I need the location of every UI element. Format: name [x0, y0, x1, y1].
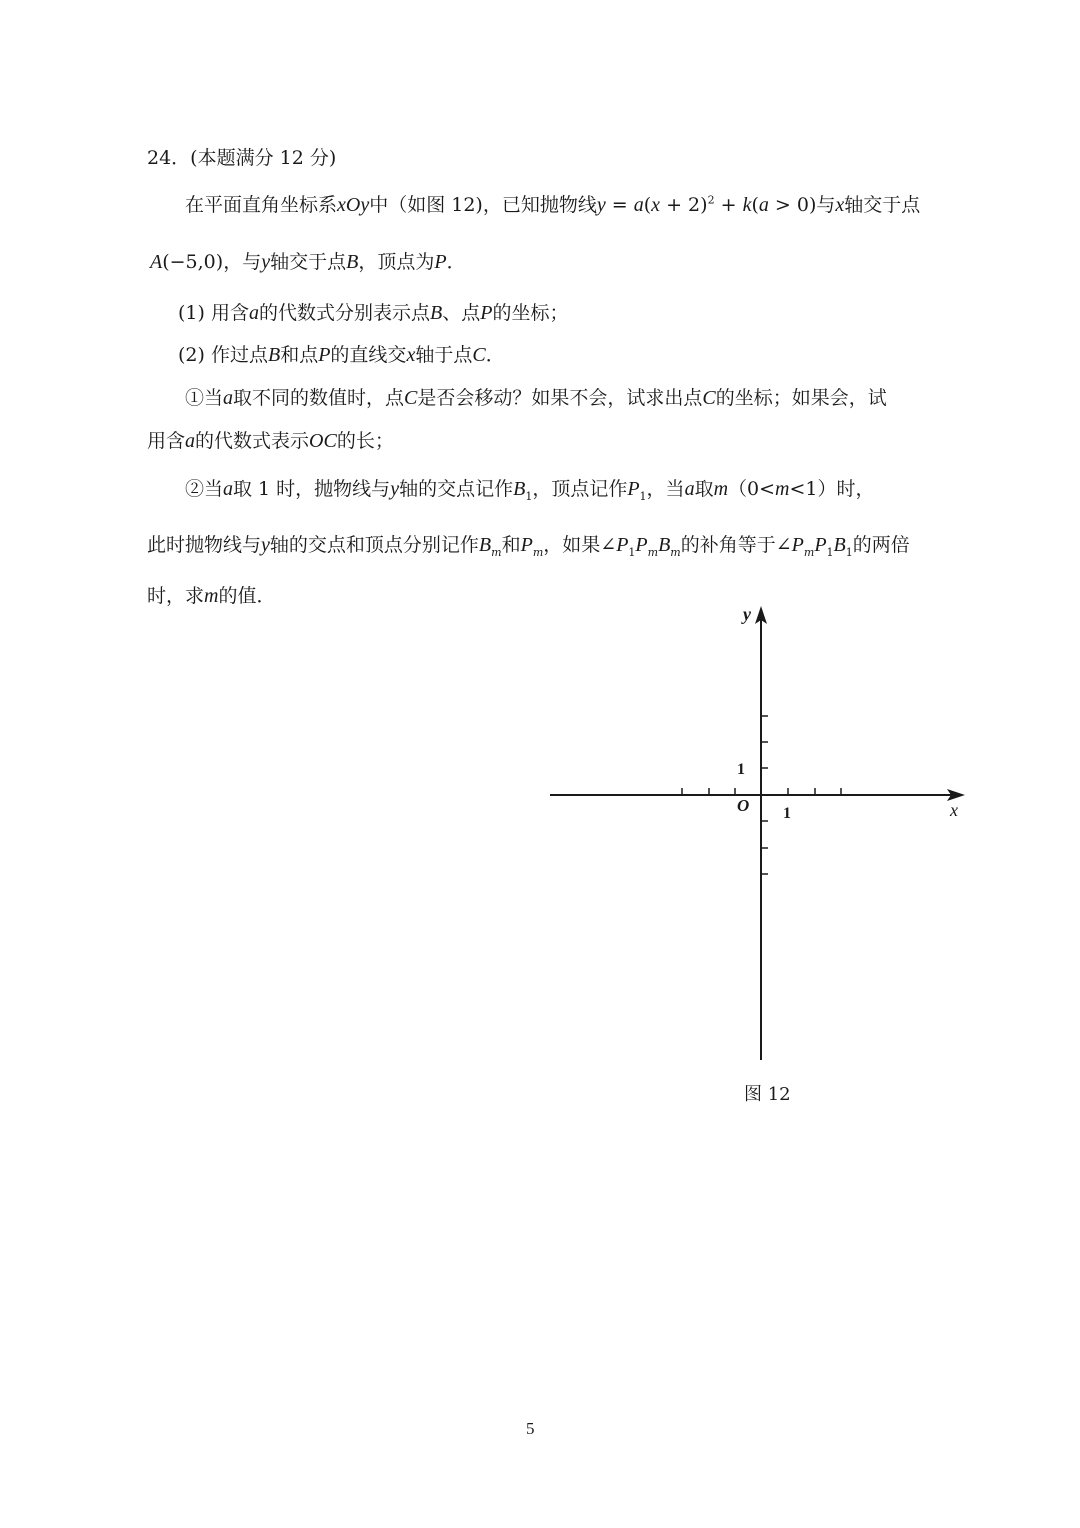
problem-intro-line2: A(−5,0)，与y轴交于点B，顶点为P．	[150, 251, 466, 273]
x-axis-label: x	[950, 800, 958, 820]
subpart-2-line1: ②当a取 1 时，抛物线与y轴的交点记作$B_1$，顶点记作$P_1$，当a取m（0<m<1）时，	[185, 478, 875, 503]
part-2: (2) 作过点B和点P的直线交x轴于点C．	[178, 344, 505, 366]
problem-intro-line1: 在平面直角坐标系xOy中（如图 12)，已知抛物线$y = a(x + 2)^2 + k(a > 0)$与x轴交于点	[185, 193, 921, 216]
subpart-1-line2: 用含a的代数式表示OC的长；	[147, 430, 394, 452]
subpart-1-line1: ①当a取不同的数值时，点C是否会移动？如果不会，试求出点C的坐标；如果会，试	[185, 387, 887, 409]
coordinate-figure	[545, 598, 975, 1068]
subpart-2-line3: 时，求m的值．	[147, 585, 276, 607]
problem-header: 24．(本题满分 12 分)	[147, 147, 337, 169]
origin-label: O	[737, 796, 750, 815]
x-unit-label: 1	[783, 805, 791, 822]
page-number: 5	[526, 1419, 535, 1438]
y-unit-label: 1	[737, 761, 745, 778]
y-axis-label: y	[743, 604, 751, 624]
figure-caption: 图 12	[744, 1084, 791, 1105]
part-1: (1) 用含a的代数式分别表示点B、点P的坐标；	[178, 302, 569, 324]
subpart-2-line2: 此时抛物线与y轴的交点和顶点分别记作$B_m$和$P_m$，如果$\angle P_1P_mB_m$的补角等于$\angle P_mP_1B_1$的两倍	[147, 534, 910, 559]
